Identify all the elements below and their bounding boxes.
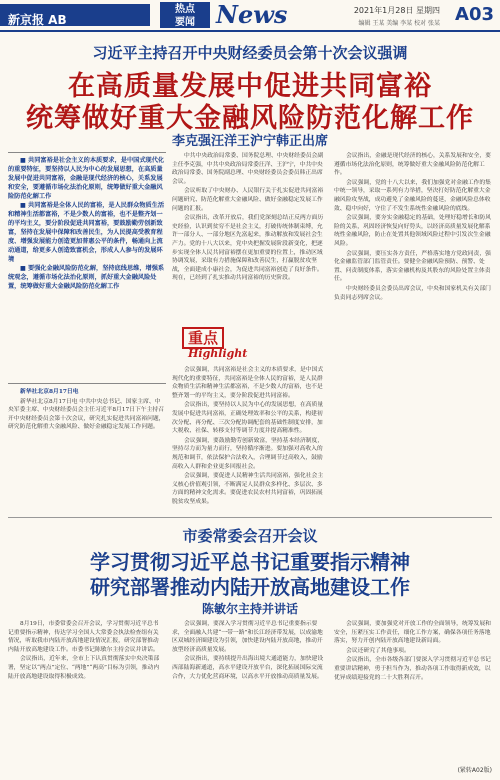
- body-paragraph: 会议指出，要持续提升出海出境大通道能力，加快建设西部陆海新通道，高水平建设开放平台，深化拓展国际交流合作，大力优化营商环境，以高水平开放推动高质量发展。: [172, 656, 324, 680]
- second-kicker: 市委常委会召开会议: [182, 527, 318, 545]
- body-paragraph: 会议指出，全市各级各部门要深入学习贯彻习近平总书记重要讲话精神，勇于担当作为，推动各项工作取得新成效，以优异成绩迎接党的二十大胜利召开。: [334, 657, 491, 681]
- body-paragraph: 会议指出，要坚持以人民为中心的发展思想，在高质量发展中促进共同富裕，正确处理效率和公平的关系，构建初次分配、再分配、三次分配协调配套的基础性制度安排，加大税收、社保、转移支付等调节力度并提高精准性。: [172, 402, 324, 435]
- lead-headline-line1: 在高质量发展中促进共同富裕: [68, 71, 432, 102]
- lead-summary-paragraph: ■ 要强化金融风险防范化解，坚持底线思维，增强系统观念，遵循市场化法治化原则，抓好重大金融风险处置，统筹做好重大金融风险防范化解工作: [8, 265, 165, 290]
- body-paragraph: 中央财经委员会委员出席会议，中央和国家机关有关部门负责同志列席会议。: [334, 285, 491, 301]
- issue-date: 2021年1月28日 星期四: [353, 6, 440, 15]
- body-paragraph: 会议强调，要夯实金融稳定的基础，处理好稳增长和防风险的关系，巩固经济恢复向好势头，以经济高质量发展化解系统性金融风险，防止在处置其他领域风险过程中引发次生金融风险。: [334, 215, 491, 247]
- masthead-logo-bar: [0, 4, 150, 26]
- masthead-info: [354, 5, 440, 27]
- continuation-note: (紧转A02版): [457, 767, 492, 774]
- body-paragraph: 会议指出，改革开放后，我们党深刻总结正反两方面历史经验，认识到贫穷不是社会主义，打破传统体制束缚，允许一部分人、一部分地区先富起来，推动解放和发展社会生产力。党的十八大以来，党中央把握发展阶段新变化，把逐步实现全体人民共同富裕摆在更加重要的位置上，推动区域协调发展，采取有力措施保障和改善民生，打赢脱贫攻坚战，全面建成小康社会，为促进共同富裕创造了良好条件。现在，已经到了扎实推动共同富裕的历史阶段。: [172, 215, 324, 282]
- dateline: 新华社北京8月17日电: [20, 389, 79, 395]
- second-headline-line2: 研究部署推动内陆开放高地建设工作: [90, 575, 410, 599]
- second-headline-line1: 学习贯彻习近平总书记重要指示精神: [90, 550, 410, 574]
- second-byline: 陈敏尔主持并讲话: [201, 602, 298, 616]
- body-paragraph: 新华社北京8月17日电 中共中央总书记、国家主席、中央军委主席、中央财经委员会主任习近平8月17日下午主持召开中央财经委员会第十次会议，研究扎实促进共同富裕问题，研究防范化解重大金融风险、做好金融稳定发展工作问题。: [8, 398, 165, 431]
- lead-subhead: 李克强汪洋王沪宁韩正出席: [171, 134, 328, 149]
- lead-summary-paragraph: ■ 共同富裕是全体人民的富裕，是人民群众物质生活和精神生活都富裕，不是少数人的富裕，也不是整齐划一的平均主义，要分阶段促进共同富裕，要鼓励勤劳创新致富，坚持在发展中保障和改善民生，为人民提高受教育程度、增强发展能力创造更加普惠公平的条件，畅通向上流动通道，给更多人创造致富机会，形成人人参与的发展环境: [8, 202, 165, 263]
- body-paragraph: 会议强调，要鼓励勤劳创新致富，坚持基本经济制度，坚持尽力而为量力而行，坚持循序渐进。要加强对高收入的规范和调节，依法保护合法收入，合理调节过高收入，鼓励高收入人群和企业更多回报社会。: [172, 437, 324, 470]
- highlight-stamp-cn: 重点: [182, 327, 224, 349]
- second-body-column-3: [334, 620, 492, 762]
- lead-summary-box: [8, 152, 166, 384]
- lead-body-column-3: [334, 152, 492, 514]
- body-paragraph: 会议强调，党的十八大以来，我们加强党对金融工作的集中统一领导，采取一系列有力举措，坚决打好防范化解重大金融风险攻坚战，成功避免了金融风险的蔓延，金融风险总体收敛、稳中向好，守住了不发生系统性金融风险的底线。: [334, 179, 491, 212]
- body-paragraph: 会议强调，要促进人民精神生活共同富裕，强化社会主义核心价值观引领，不断满足人民群众多样化、多层次、多方面的精神文化需求。要促进农民农村共同富裕，巩固拓展脱贫攻坚成果。: [172, 473, 324, 505]
- body-paragraph: 会议听取了中央财办、人民银行关于扎实促进共同富裕问题研究、防范化解重大金融风险、做好金融稳定发展工作问题的汇报。: [172, 188, 324, 212]
- staff-credits: 编辑 王某 美编 李某 校对 张某: [358, 20, 440, 27]
- section-label: 热点 要闻: [160, 2, 210, 28]
- highlight-stamp: [182, 327, 248, 363]
- news-wordmark: News: [216, 0, 288, 29]
- lead-body-column-2: [172, 152, 327, 324]
- body-paragraph: 会议指出，金融是现代经济的核心，关系发展和安全，要遵循市场化法治化原则，统筹做好重大金融风险防范化解工作。: [334, 153, 491, 177]
- story-divider: [8, 517, 492, 518]
- body-paragraph: 会议强调，共同富裕是社会主义的本质要求，是中国式现代化的重要特征，共同富裕是全体人民的富裕，是人民群众物质生活和精神生活都富裕，不是少数人的富裕，也不是整齐划一的平均主义，要分阶段促进共同富裕。: [172, 367, 324, 399]
- page-number: A03: [455, 4, 494, 25]
- lead-kicker: 习近平主持召开中央财经委员会第十次会议强调: [92, 44, 408, 62]
- masthead: [0, 0, 500, 30]
- body-paragraph: 会议强调，要压实各方责任，严格落实地方党政同责，强化金融监管部门监管责任。要健全金融风险预防、预警、处置、问责制度体系，落实金融机构及其股东的风险处置主体责任。: [334, 250, 491, 283]
- lead-body-column-2b: [172, 366, 327, 514]
- second-body-column-1: [8, 620, 163, 772]
- lead-body-column-1: [8, 388, 166, 514]
- highlight-stamp-en: Highlight: [188, 347, 248, 360]
- body-paragraph: 中共中央政治局常委、国务院总理、中央财经委员会副主任李克强，中共中央政治局常委汪洋、王沪宁，中共中央政治局常委、国务院副总理、中央财经委员会委员韩正出席会议。: [172, 153, 324, 185]
- body-paragraph: 会议强调，要深入学习贯彻习近平总书记重要指示要求，全面融入共建“一带一路”和长江经济带发展，以成渝地区双城经济圈建设为引领，加快建设内陆开放高地，推动开放型经济高质量发展。: [172, 621, 323, 653]
- body-paragraph: 会议指出，近年来，全市上下认真贯彻落实中央决策部署，坚定以“两点”定位、“两地”“两高”目标为引领，推动内陆开放高地建设取得积极成效。: [8, 656, 160, 680]
- lead-headline-line2: 统筹做好重大金融风险防范化解工作: [26, 103, 474, 134]
- newspaper-logo: 新京报 AB: [8, 13, 67, 27]
- masthead-rule: [0, 30, 500, 32]
- second-body-column-2: [172, 620, 327, 772]
- body-paragraph: 会议还研究了其他事项。: [346, 647, 410, 654]
- lead-summary-paragraph: ■ 共同富裕是社会主义的本质要求，是中国式现代化的重要特征，要坚持以人民为中心的发展思想，在高质量发展中促进共同富裕，金融是现代经济的核心，关系发展和安全，要遵循市场化法治化原则，统筹做好重大金融风险防范化解工作: [8, 157, 165, 200]
- body-paragraph: 会议强调，要加强党对开放工作的全面领导，统筹发展和安全，压紧压实工作责任，细化工作方案，确保各项任务落地落实，努力开创内陆开放高地建设新局面。: [334, 621, 491, 645]
- body-paragraph: 8月19日，市委常委会召开会议，学习贯彻习近平总书记重要指示精神，传达学习全国人大常委会执法检查组有关情况，听取我市内陆开放高地建设情况汇报，研究部署推动内陆开放高地建设工作。市委书记陈敏尔主持会议并讲话。: [8, 621, 159, 653]
